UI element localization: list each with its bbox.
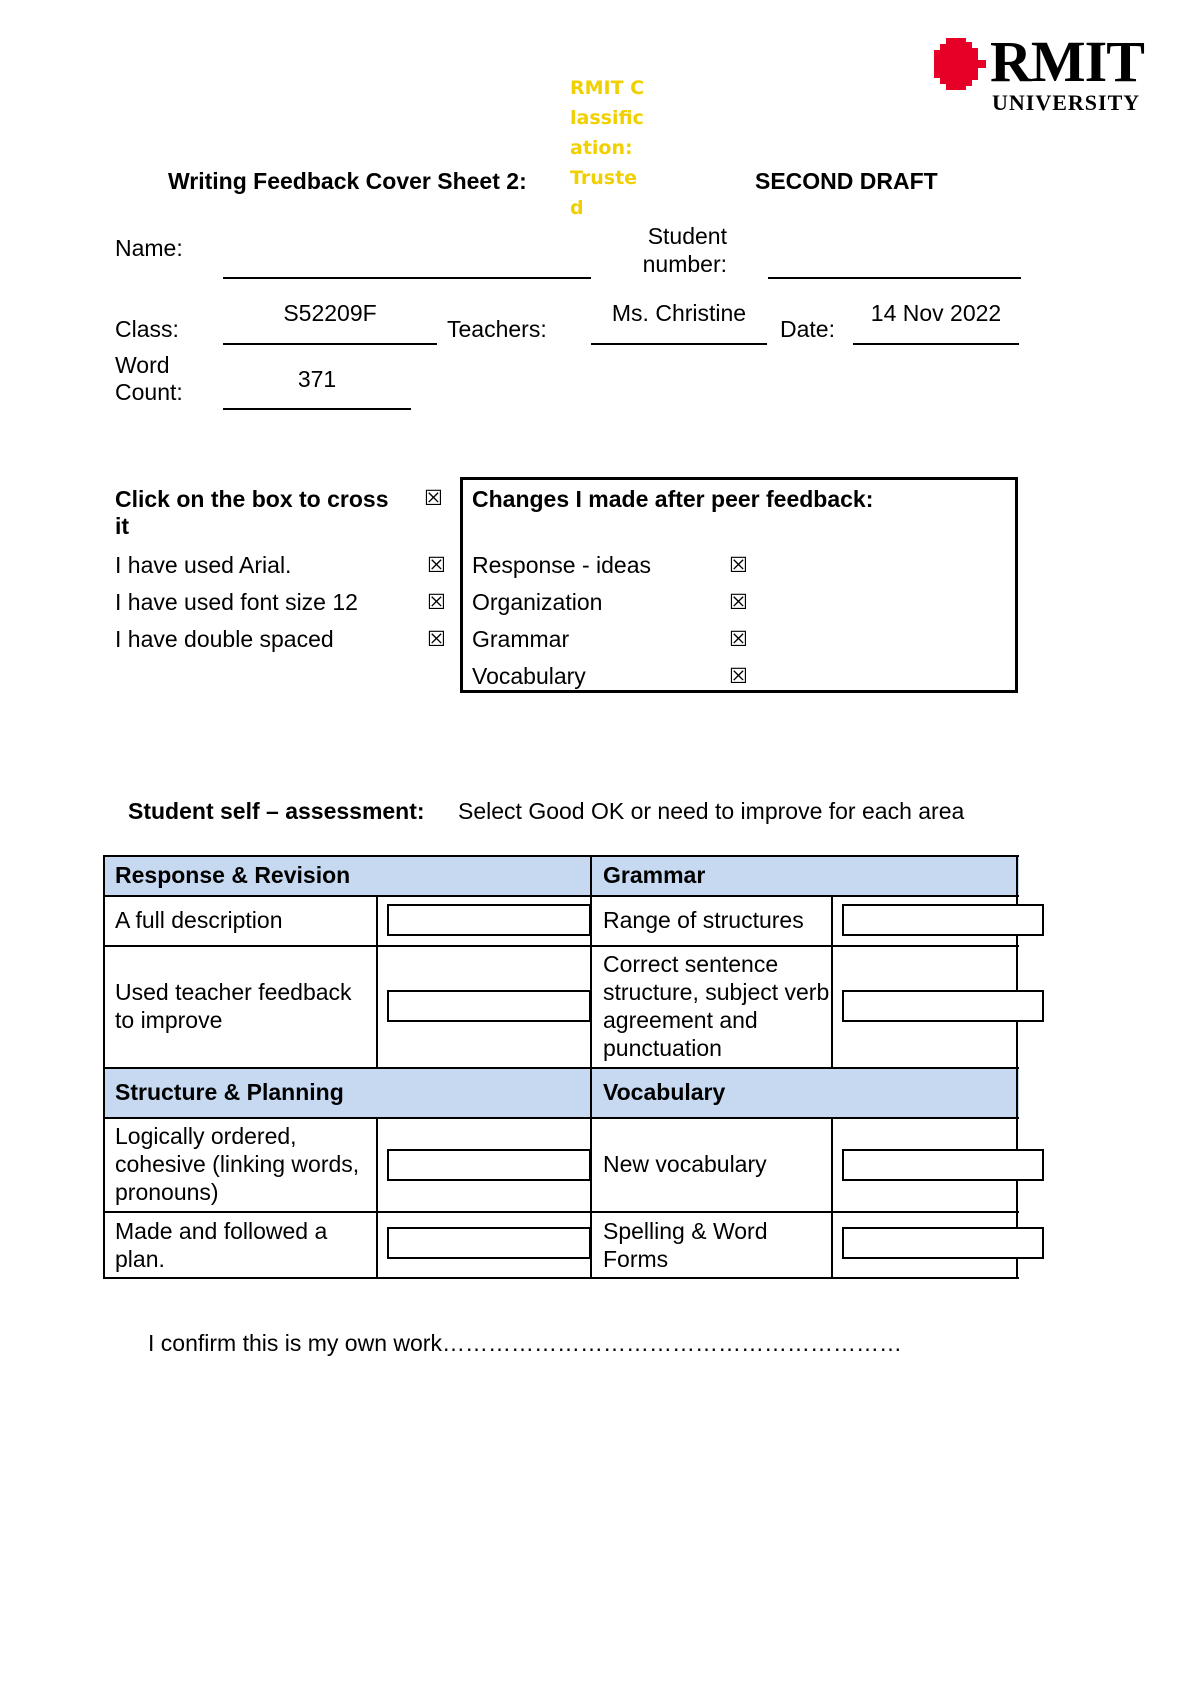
rating-input-new-vocabulary[interactable] <box>842 1149 1044 1181</box>
name-label: Name: <box>115 235 183 261</box>
rating-input-range-of-structures[interactable] <box>842 904 1044 936</box>
rmit-wordmark: RMIT <box>990 29 1144 94</box>
peer-item-vocabulary-label: Vocabulary <box>472 663 586 689</box>
page-title: Writing Feedback Cover Sheet 2: <box>168 168 527 194</box>
checklist-item-double-spaced-checkbox[interactable]: ☒ <box>427 627 446 651</box>
peer-item-vocabulary-checkbox[interactable]: ☒ <box>729 664 748 688</box>
rating-input-logically-ordered[interactable] <box>387 1149 591 1181</box>
date-underline <box>853 343 1019 345</box>
item-spelling-word-forms: Spelling & Word Forms <box>603 1218 768 1272</box>
instruction-checkbox[interactable]: ☒ <box>424 486 443 510</box>
rating-input-spelling-word-forms[interactable] <box>842 1227 1044 1259</box>
grid-line <box>376 895 378 1067</box>
student-number-underline <box>768 277 1021 279</box>
rating-input-full-description[interactable] <box>387 904 591 936</box>
peer-item-grammar-checkbox[interactable]: ☒ <box>729 627 748 651</box>
confirmation-statement: I confirm this is my own work…………………………………………………… <box>148 1330 902 1356</box>
item-range-of-structures: Range of structures <box>603 907 804 933</box>
word-count-underline <box>223 408 411 410</box>
grid-line <box>103 855 105 1279</box>
date-label: Date: <box>780 316 835 342</box>
word-count-field[interactable]: 371 <box>297 366 337 392</box>
section-header-grammar: Grammar <box>591 855 1019 895</box>
peer-item-grammar-label: Grammar <box>472 626 570 652</box>
teachers-underline <box>591 343 767 345</box>
peer-feedback-title: Changes I made after peer feedback: <box>472 486 874 512</box>
name-underline <box>223 277 591 279</box>
peer-item-response-label: Response - ideas <box>472 552 651 578</box>
item-logically-ordered: Logically ordered, cohesive (linking words, pronouns) <box>115 1123 360 1205</box>
checklist-item-arial-label: I have used Arial. <box>115 552 292 578</box>
grid-line <box>103 895 1019 897</box>
grid-line <box>376 1117 378 1279</box>
grid-line <box>831 895 833 1067</box>
classification-label: RMIT Classification: Trusted <box>570 77 645 219</box>
rating-input-followed-plan[interactable] <box>387 1227 591 1259</box>
grid-line <box>103 1277 1019 1279</box>
grid-line <box>103 1211 1019 1213</box>
rmit-logo <box>932 29 1144 116</box>
section-header-response-revision: Response & Revision <box>103 855 591 895</box>
item-new-vocabulary: New vocabulary <box>603 1151 767 1177</box>
section-header-structure-planning: Structure & Planning <box>103 1067 591 1117</box>
grid-line <box>103 945 1019 947</box>
grid-line <box>103 855 1019 857</box>
item-used-teacher-feedback: Used teacher feedback to improve <box>115 979 352 1033</box>
rating-input-sentence-structure[interactable] <box>842 990 1044 1022</box>
name-field[interactable] <box>223 250 591 277</box>
class-underline <box>223 343 437 345</box>
grid-line <box>103 1117 1019 1119</box>
self-assessment-label: Student self – assessment: <box>128 798 425 824</box>
checklist-item-double-spaced-label: I have double spaced <box>115 626 334 652</box>
checklist-item-arial-checkbox[interactable]: ☒ <box>427 553 446 577</box>
checklist-item-font-size-checkbox[interactable]: ☒ <box>427 590 446 614</box>
item-full-description: A full description <box>115 907 283 933</box>
date-field[interactable]: 14 Nov 2022 <box>870 300 1002 326</box>
peer-item-organization-label: Organization <box>472 589 603 615</box>
draft-label: SECOND DRAFT <box>755 168 938 194</box>
rating-input-teacher-feedback[interactable] <box>387 990 591 1022</box>
grid-line <box>831 1117 833 1279</box>
class-label: Class: <box>115 316 179 342</box>
section-header-vocabulary: Vocabulary <box>591 1067 1019 1117</box>
self-assessment-table <box>103 855 1019 1279</box>
word-count-label: Word Count: <box>115 352 183 405</box>
teachers-field[interactable]: Ms. Christine <box>611 300 747 326</box>
teachers-label: Teachers: <box>447 316 547 342</box>
item-made-and-followed-plan: Made and followed a plan. <box>115 1218 328 1272</box>
class-field[interactable]: S52209F <box>283 300 377 326</box>
student-number-label: Student number: <box>642 223 727 277</box>
peer-item-response-checkbox[interactable]: ☒ <box>729 553 748 577</box>
student-number-field[interactable] <box>768 250 1021 277</box>
peer-item-organization-checkbox[interactable]: ☒ <box>729 590 748 614</box>
rmit-pixel-mark-icon <box>932 38 986 90</box>
checklist-item-font-size-label: I have used font size 12 <box>115 589 358 615</box>
checklist-instruction: Click on the box to cross it <box>115 486 389 539</box>
university-subtext: UNIVERSITY <box>992 90 1141 115</box>
item-correct-sentence-structure: Correct sentence structure, subject verb agreement and punctuation <box>603 951 830 1061</box>
grid-line <box>103 1067 1019 1069</box>
self-assessment-instruction: Select Good OK or need to improve for each area <box>458 798 965 824</box>
